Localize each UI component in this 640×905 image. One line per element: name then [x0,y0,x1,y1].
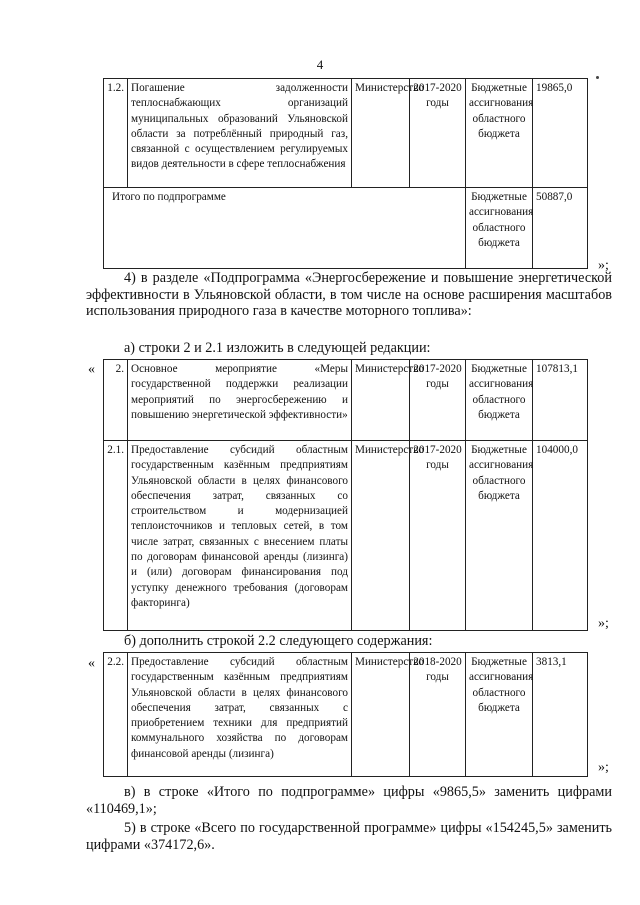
row-description: Основное мероприятие «Меры государственной поддержки реализации мероприятий по энергосбережению и повышению энергетической эффективности» [128,360,352,441]
row-funding-source: Бюджетные ассигнования областного бюджета [466,653,533,777]
row-executor: Министерство [352,653,410,777]
row-period: 2018-2020 годы [410,653,466,777]
page-number: 4 [316,57,324,72]
row-number: 1.2. [104,79,128,188]
row-description: Погашение задолженности теплоснабжающих организаций муниципальных образований Ульяновской области за потреблённый природный газ, связанной с осуществлением регулируемых видов деятельности в сфере теплоснабжения [128,79,352,188]
opening-quote: « [88,656,95,671]
row-description: Предоставление субсидий областным государственным казённым предприятиям Ульяновской области в целях финансового обеспечения затрат, связанных со строительством и модернизацией теплоисточников и тепловых сетей, в том числе затрат, связанных с внесением платы по договорам финансовой аренды (лизинга) и (или) договорам финансирования под уступку денежного требования (договорам факторинга) [128,441,352,631]
subitem-b: б) дополнить строкой 2.2 следующего содержания: [124,633,433,649]
total-label: Итого по подпрограмме [104,188,466,269]
paragraph-item-4: 4) в разделе «Подпрограмма «Энергосбережение и повышение энергетической эффективности в Ульяновской области, в том числе на основе расширения масштабов использования природного газа в качестве моторного топлива»: [86,270,612,320]
row-description: Предоставление субсидий областным государственным казённым предприятиям Ульяновской области в целях финансового обеспечения затрат, связанных с приобретением техники для предприятий коммунального хозяйства по договорам финансовой аренды (лизинга) [128,653,352,777]
subitem-a: а) строки 2 и 2.1 изложить в следующей редакции: [124,340,431,356]
row-executor: Министерство [352,360,410,441]
row-period: 2017-2020 годы [410,360,466,441]
scan-speck [596,76,599,79]
table-subprogram-continuation [103,78,588,269]
row-amount: 107813,1 [533,360,588,441]
row-number: 2.1. [104,441,128,631]
table-row [104,79,588,188]
opening-quote: « [88,362,95,377]
table-row [104,360,588,441]
paragraph-item-5: 5) в строке «Всего по государственной программе» цифры «154245,5» заменить цифрами «374172,6». [86,820,612,853]
row-period: 2017-2020 годы [410,79,466,188]
row-funding-source: Бюджетные ассигнования областного бюджета [466,441,533,631]
row-funding-source: Бюджетные ассигнования областного бюджета [466,360,533,441]
row-period: 2017-2020 годы [410,441,466,631]
total-funding-source: Бюджетные ассигнования областного бюджета [466,188,533,269]
row-amount: 19865,0 [533,79,588,188]
row-executor: Министерство [352,79,410,188]
table-row-2-2 [103,652,588,777]
table-row [104,441,588,631]
row-number: 2. [104,360,128,441]
row-amount: 104000,0 [533,441,588,631]
closing-quote: »; [598,616,609,631]
closing-quote: »; [598,258,609,273]
row-amount: 3813,1 [533,653,588,777]
subitem-c: в) в строке «Итого по подпрограмме» цифры «9865,5» заменить цифрами «110469,1»; [86,784,612,817]
table-rows-2-2-1 [103,359,588,631]
row-executor: Министерство [352,441,410,631]
table-row [104,653,588,777]
row-funding-source: Бюджетные ассигнования областного бюджета [466,79,533,188]
total-amount: 50887,0 [533,188,588,269]
closing-quote: »; [598,760,609,775]
row-number: 2.2. [104,653,128,777]
table-total-row [104,188,588,269]
